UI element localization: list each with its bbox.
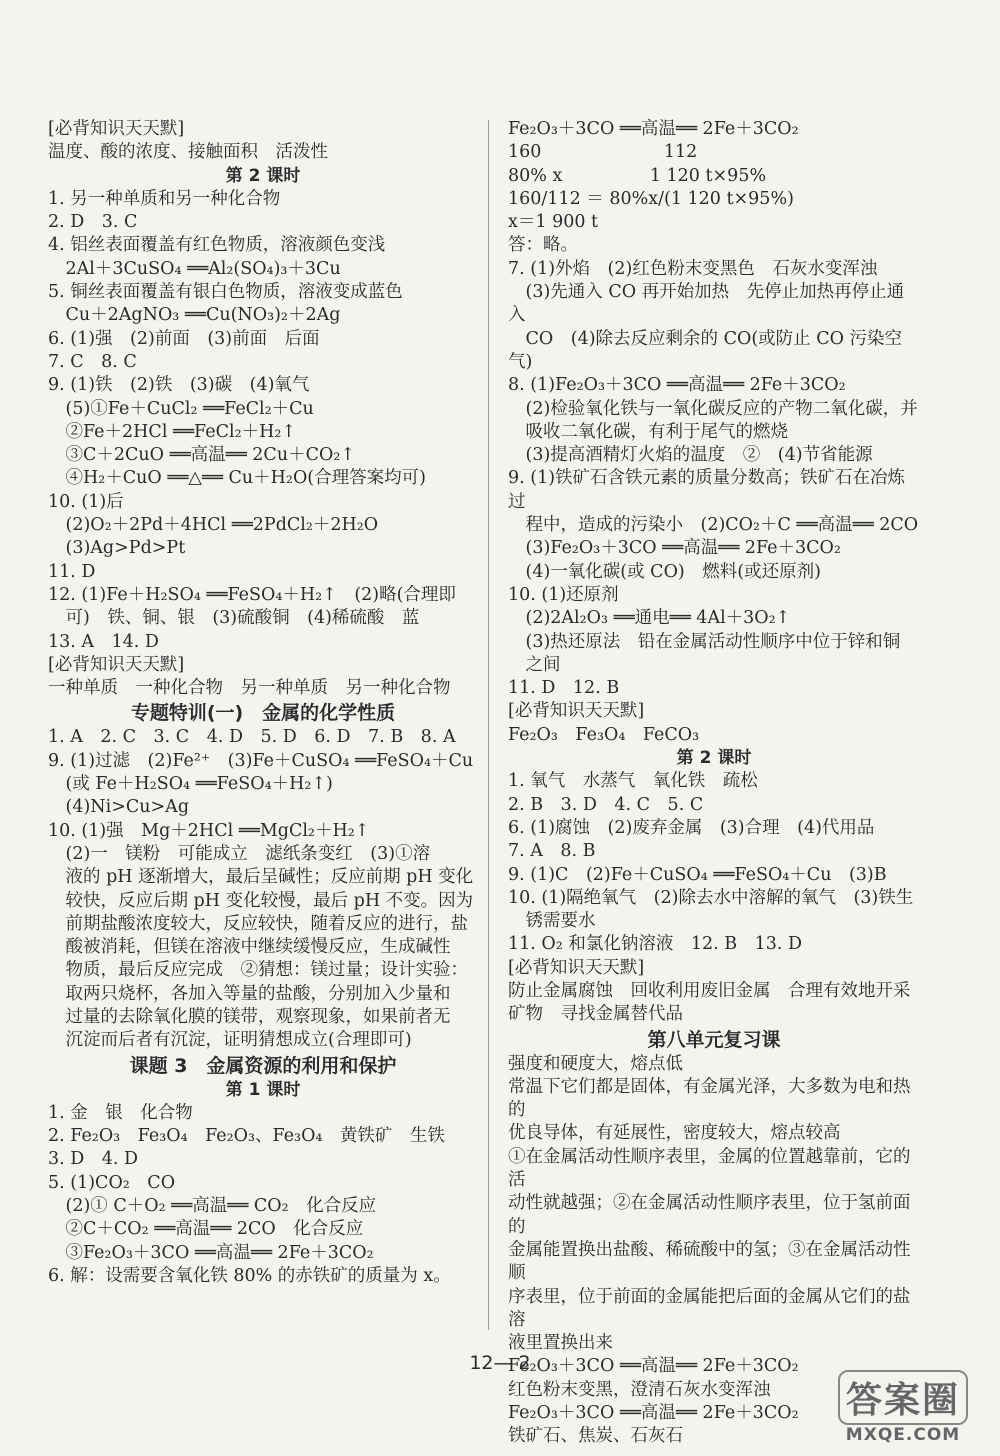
answer-line: 7. A 8. B	[508, 841, 596, 862]
answer-line: 铁矿石、焦炭、石灰石	[508, 1426, 683, 1447]
answer-line: 11. D 12. B	[508, 678, 620, 699]
answer-line: ②Fe＋2HCl ══FeCl₂＋H₂↑	[48, 421, 297, 442]
answer-line: 10. (1)还原剂	[508, 584, 619, 605]
answer-line: 160 112	[508, 142, 698, 163]
answer-line: ②C＋CO₂ ══高温══ 2CO 化合反应	[48, 1219, 364, 1240]
answer-line: 强度和硬度大，熔点低	[508, 1053, 683, 1074]
answer-line: 9. (1)铁矿石含铁元素的质量分数高；铁矿石在冶炼过	[508, 468, 906, 512]
answer-line: 8. (1)Fe₂O₃＋3CO ══高温══ 2Fe＋3CO₂	[508, 375, 846, 396]
answer-line: 吸收二氧化碳，有利于尾气的燃烧	[508, 421, 788, 442]
answer-line: 酸被消耗，但镁在溶液中继续缓慢反应，生成碱性	[48, 937, 451, 958]
answer-line: (4)一氧化碳(或 CO) 燃料(或还原剂)	[508, 561, 821, 582]
answer-line: 金属能置换出盐酸、稀硫酸中的氢；③在金属活动性顺	[508, 1239, 911, 1284]
answer-line: (3)热还原法 铅在金属活动性顺序中位于锌和铜	[508, 631, 901, 652]
answer-line: (2)① C＋O₂ ══高温══ CO₂ 化合反应	[48, 1196, 377, 1217]
answer-line: 7. C 8. C	[48, 351, 137, 372]
answer-line: 程中，造成的污染小 (2)CO₂＋C ══高温══ 2CO	[508, 515, 919, 536]
answer-line: x＝1 900 t	[508, 212, 599, 233]
answer-line: 9. (1)过滤 (2)Fe²⁺ (3)Fe＋CuSO₄ ══FeSO₄＋Cu	[48, 750, 474, 771]
answer-line: (3)先通入 CO 再开始加热 先停止加热再停止通入	[508, 282, 905, 326]
answer-line: [必背知识天天默]	[508, 701, 645, 722]
answer-line: 1. 金 银 化合物	[48, 1102, 193, 1123]
answer-line: 防止金属腐蚀 回收利用废旧金属 合理有效地开采	[508, 980, 911, 1001]
answer-line: 前期盐酸浓度较大，反应较快，随着反应的进行，盐	[48, 913, 468, 934]
section-heading: 第八单元复习课	[647, 1028, 781, 1051]
answer-line: 2. Fe₂O₃ Fe₃O₄ Fe₂O₃、Fe₃O₄ 黄铁矿 生铁	[48, 1126, 445, 1147]
section-heading: 课题 3 金属资源的利用和保护	[129, 1054, 397, 1077]
answer-line: 5. (1)CO₂ CO	[48, 1172, 176, 1193]
watermark-url: MXQE.COM	[845, 1425, 961, 1445]
section-heading: 第 1 课时	[225, 1079, 301, 1100]
answer-line: 11. O₂ 和氯化钠溶液 12. B 13. D	[508, 934, 802, 955]
answer-line: 6. (1)强 (2)前面 (3)前面 后面	[48, 328, 320, 349]
answer-line: 7. (1)外焰 (2)红色粉末变黑色 石灰水变浑浊	[508, 258, 878, 279]
answer-line: Cu＋2AgNO₃ ══Cu(NO₃)₂＋2Ag	[48, 305, 341, 326]
answer-line: ③Fe₂O₃＋3CO ══高温══ 2Fe＋3CO₂	[48, 1242, 374, 1263]
answer-line: 动性就越强；②在金属活动性顺序表里，位于氢前面的	[508, 1193, 911, 1237]
right-column	[508, 118, 920, 1449]
section-heading: 第 2 课时	[676, 748, 752, 769]
answer-line: 9. (1)铁 (2)铁 (3)碳 (4)氧气	[48, 375, 310, 396]
answer-line: (2)2Al₂O₃ ══通电══ 4Al＋3O₂↑	[508, 608, 791, 629]
answer-line: (2)检验氧化铁与一氧化碳反应的产物二氧化碳，并	[508, 398, 918, 419]
answer-line: 可) 铁、铜、银 (3)硫酸铜 (4)稀硫酸 蓝	[48, 608, 420, 629]
answer-line: ③C＋2CuO ══高温══ 2Cu＋CO₂↑	[48, 445, 356, 466]
answer-line: 沉淀而后者有沉淀，证明猜想成立(合理即可)	[48, 1030, 412, 1051]
answer-line: 1. A 2. C 3. C 4. D 5. D 6. D 7. B 8. A	[48, 727, 456, 748]
answer-line: (2)一 镁粉 可能成立 滤纸条变红 (3)①溶	[48, 843, 431, 864]
answer-line: (4)Ni>Cu>Ag	[48, 797, 190, 818]
answer-line: 4. 铝丝表面覆盖有红色物质，溶液颜色变浅	[48, 235, 386, 256]
answer-line: Fe₂O₃＋3CO ══高温══ 2Fe＋3CO₂	[508, 1403, 799, 1424]
answer-line: 液的 pH 逐渐增大，最后呈碱性；反应前期 pH 变化	[48, 867, 474, 888]
answer-line: 之间	[508, 654, 561, 675]
section-heading: 第 2 课时	[225, 165, 301, 186]
answer-line: 较快，反应后期 pH 变化较慢，最后 pH 不变。因为	[48, 890, 474, 911]
answer-line: Fe₂O₃ Fe₃O₄ FeCO₃	[508, 724, 700, 745]
answer-line: (或 Fe＋H₂SO₄ ══FeSO₄＋H₂↑)	[48, 774, 333, 795]
answer-line: 液里置换出来	[508, 1333, 613, 1354]
answer-line: 一种单质 一种化合物 另一种单质 另一种化合物	[48, 678, 451, 699]
answer-line: 物质，最后反应完成 ②猜想：镁过量；设计实验：	[48, 960, 468, 981]
answer-line: CO (4)除去反应剩余的 CO(或防止 CO 污染空气)	[508, 328, 903, 372]
answer-line: 10. (1)隔绝氧气 (2)除去水中溶解的氧气 (3)铁生	[508, 887, 914, 908]
answer-line: Fe₂O₃＋3CO ══高温══ 2Fe＋3CO₂	[508, 119, 799, 139]
answer-line: 优良导体，有延展性，密度较大，熔点较高	[508, 1123, 841, 1144]
answer-line: 80% x 1 120 t×95%	[508, 165, 767, 186]
answer-line: 160/112 ＝ 80%x/(1 120 t×95%)	[508, 188, 794, 209]
left-column	[48, 118, 478, 1288]
answer-line: 序表里，位于前面的金属能把后面的金属从它们的盐溶	[508, 1286, 911, 1330]
answer-line: (2)O₂＋2Pd＋4HCl ══2PdCl₂＋2H₂O	[48, 515, 379, 536]
answer-line: 1. 氧气 水蒸气 氧化铁 疏松	[508, 771, 758, 792]
answer-line: (3)Fe₂O₃＋3CO ══高温══ 2Fe＋3CO₂	[508, 538, 841, 559]
answer-line: [必背知识天天默]	[508, 957, 645, 978]
answer-line: 9. (1)C (2)Fe＋CuSO₄ ══FeSO₄＋Cu (3)B	[508, 864, 887, 885]
answer-line: 2. B 3. D 4. C 5. C	[508, 794, 704, 815]
answer-line: [必背知识天天默]	[48, 654, 185, 675]
answer-line: 12. (1)Fe＋H₂SO₄ ══FeSO₄＋H₂↑ (2)略(合理即	[48, 584, 456, 605]
answer-line: 答：略。	[508, 235, 578, 256]
answer-line: [必背知识天天默]	[48, 119, 185, 139]
answer-line: 5. 铜丝表面覆盖有银白色物质，溶液变成蓝色	[48, 282, 403, 303]
answer-line: ①在金属活动性顺序表里，金属的位置越靠前，它的活	[508, 1146, 911, 1191]
answer-line: 过量的去除氧化膜的镁带，观察现象，如果前者无	[48, 1006, 451, 1027]
watermark-title: 答案圈	[838, 1370, 968, 1425]
answer-line: 6. 解：设需要含氧化铁 80% 的赤铁矿的质量为 x。	[48, 1265, 451, 1286]
answer-line: 1. 另一种单质和另一种化合物	[48, 188, 281, 209]
answer-line: 13. A 14. D	[48, 631, 159, 652]
column-divider	[488, 120, 489, 1330]
answer-line: (3)提高酒精灯火焰的温度 ② (4)节省能源	[508, 445, 873, 466]
answer-line: 11. D	[48, 561, 96, 582]
answer-line: 常温下它们都是固体，有金属光泽，大多数为电和热的	[508, 1076, 911, 1121]
answer-line: 温度、酸的浓度、接触面积 活泼性	[48, 142, 328, 163]
answer-line: 2Al＋3CuSO₄ ══Al₂(SO₄)₃＋3Cu	[48, 258, 341, 279]
answer-line: 红色粉末变黑，澄清石灰水变浑浊	[508, 1379, 771, 1400]
watermark-logo	[814, 1370, 992, 1450]
answer-line: 10. (1)后	[48, 491, 124, 512]
answer-line: 3. D 4. D	[48, 1149, 139, 1170]
answer-line: 取两只烧杯，各加入等量的盐酸，分别加入少量和	[48, 983, 451, 1004]
section-heading: 专题特训(一) 金属的化学性质	[130, 702, 396, 725]
answer-line: 6. (1)腐蚀 (2)废弃金属 (3)合理 (4)代用品	[508, 817, 875, 838]
answer-line: 10. (1)强 Mg＋2HCl ══MgCl₂＋H₂↑	[48, 820, 370, 841]
answer-line: (5)①Fe＋CuCl₂ ══FeCl₂＋Cu	[48, 398, 314, 419]
answer-line: (3)Ag>Pd>Pt	[48, 538, 186, 559]
answer-line: Fe₂O₃＋3CO ══高温══ 2Fe＋3CO₂	[508, 1356, 799, 1377]
answer-line: 2. D 3. C	[48, 212, 138, 233]
page-number: 12— 2	[469, 1352, 531, 1374]
answer-line: ④H₂＋CuO ══△══ Cu＋H₂O(合理答案均可)	[48, 468, 426, 489]
answer-line: 锈需要水	[508, 911, 596, 932]
answer-line: 矿物 寻找金属替代品	[508, 1004, 683, 1025]
